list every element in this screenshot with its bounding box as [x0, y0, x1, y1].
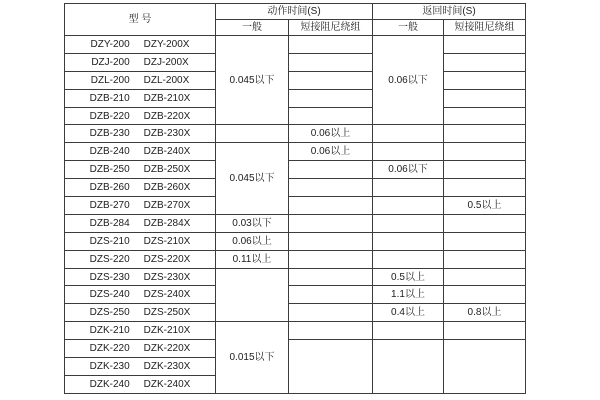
model-name: DZS-220	[89, 253, 130, 265]
model-name: DZY-200	[90, 38, 130, 50]
header-return-general: 一般	[373, 20, 444, 36]
value-cell-act-general-dzk: 0.015以下	[216, 322, 289, 394]
model-name: DZJ-200	[91, 56, 130, 68]
model-name: DZB-210	[89, 92, 130, 104]
value-cell-act-damped-dzb240: 0.06以上	[289, 143, 373, 161]
table-row	[65, 340, 526, 358]
value-cell-act-general-block2: 0.045以下	[216, 143, 289, 215]
value-cell	[373, 322, 444, 340]
value-cell	[444, 143, 526, 161]
value-cell	[373, 232, 444, 250]
value-cell	[373, 125, 444, 143]
model-name-x: DZK-210X	[143, 325, 191, 337]
model-cell	[65, 286, 216, 304]
table-row	[65, 179, 526, 197]
value-cell	[289, 250, 373, 268]
model-name-x: DZS-230X	[143, 271, 191, 283]
value-cell-act-general-block1: 0.045以下	[216, 36, 289, 125]
model-name: DZK-240	[89, 378, 130, 390]
value-cell-ret-general-dzs250: 0.4以上	[373, 304, 444, 322]
relay-spec-table	[64, 3, 526, 394]
value-cell	[289, 214, 373, 232]
model-name-x: DZK-220X	[143, 343, 191, 355]
value-cell	[289, 232, 373, 250]
value-cell	[216, 125, 289, 143]
value-cell	[289, 71, 373, 89]
value-cell	[289, 304, 373, 322]
value-cell	[289, 268, 373, 286]
model-cell	[65, 268, 216, 286]
model-name-x: DZB-284X	[143, 217, 191, 229]
value-cell	[444, 107, 526, 125]
value-cell	[444, 340, 526, 394]
header-action-general: 一般	[216, 20, 289, 36]
model-name-x: DZS-240X	[143, 289, 191, 301]
table-row	[65, 53, 526, 71]
model-cell	[65, 304, 216, 322]
value-cell-ret-damped-dzb270: 0.5以上	[444, 197, 526, 215]
table-row	[65, 214, 526, 232]
model-cell	[65, 250, 216, 268]
value-cell	[444, 286, 526, 304]
value-cell	[289, 340, 373, 394]
model-cell	[65, 358, 216, 376]
value-cell	[444, 250, 526, 268]
value-cell	[444, 268, 526, 286]
value-cell	[444, 322, 526, 340]
value-cell-act-general-dzb284: 0.03以下	[216, 214, 289, 232]
value-cell	[373, 197, 444, 215]
value-cell	[444, 89, 526, 107]
model-name: DZS-250	[89, 307, 130, 319]
table-row	[65, 232, 526, 250]
value-cell-ret-general-dzb250: 0.06以下	[373, 161, 444, 179]
model-name: DZL-200	[90, 74, 130, 86]
model-name-x: DZS-250X	[143, 307, 191, 319]
value-cell-ret-general-dzs240: 1.1以上	[373, 286, 444, 304]
value-cell	[444, 53, 526, 71]
model-cell	[65, 179, 216, 197]
value-cell	[444, 36, 526, 54]
model-name-x: DZY-200X	[143, 38, 190, 50]
model-name-x: DZB-220X	[143, 110, 191, 122]
table-row	[65, 143, 526, 161]
value-cell	[289, 89, 373, 107]
model-name: DZS-230	[89, 271, 130, 283]
model-cell	[65, 197, 216, 215]
value-cell	[289, 197, 373, 215]
model-cell	[65, 214, 216, 232]
model-name: DZK-230	[89, 360, 130, 372]
model-name: DZB-260	[89, 182, 130, 194]
model-name-x: DZK-240X	[143, 378, 191, 390]
model-name-x: DZS-210X	[143, 235, 191, 247]
model-name-x: DZB-270X	[143, 199, 191, 211]
model-name: DZB-284	[89, 217, 130, 229]
model-name-x: DZL-200X	[143, 74, 190, 86]
model-name-x: DZJ-200X	[143, 56, 189, 68]
model-name: DZB-220	[89, 110, 130, 122]
model-cell	[65, 161, 216, 179]
model-cell	[65, 340, 216, 358]
value-cell	[289, 107, 373, 125]
model-cell	[65, 107, 216, 125]
model-cell	[65, 375, 216, 393]
value-cell-act-general-dzs220: 0.11以上	[216, 250, 289, 268]
table-row	[65, 89, 526, 107]
table-row	[65, 197, 526, 215]
model-name-x: DZB-260X	[143, 182, 191, 194]
header-return-time: 返回时间(S)	[373, 4, 526, 20]
value-cell	[444, 161, 526, 179]
value-cell	[444, 125, 526, 143]
table-row	[65, 161, 526, 179]
table-row	[65, 304, 526, 322]
model-name: DZK-210	[89, 325, 130, 337]
model-name-x: DZB-210X	[143, 92, 191, 104]
model-cell	[65, 125, 216, 143]
model-cell	[65, 36, 216, 54]
header-action-time: 动作时间(S)	[216, 4, 373, 20]
model-name: DZS-240	[89, 289, 130, 301]
table-row	[65, 268, 526, 286]
model-name: DZB-230	[89, 128, 130, 140]
value-cell-act-general-dzs210: 0.06以上	[216, 232, 289, 250]
table-row	[65, 125, 526, 143]
table-row	[65, 71, 526, 89]
model-name-x: DZB-230X	[143, 128, 191, 140]
model-cell	[65, 71, 216, 89]
model-name: DZB-270	[89, 199, 130, 211]
model-name-x: DZK-230X	[143, 360, 191, 372]
value-cell	[289, 161, 373, 179]
value-cell	[444, 214, 526, 232]
value-cell	[444, 179, 526, 197]
model-name-x: DZB-240X	[143, 146, 191, 158]
model-cell	[65, 89, 216, 107]
header-return-damped: 短接阻尼绕组	[444, 20, 526, 36]
model-cell	[65, 322, 216, 340]
value-cell	[289, 36, 373, 54]
value-cell	[373, 143, 444, 161]
value-cell-ret-damped-dzs250: 0.8以上	[444, 304, 526, 322]
table-row	[65, 107, 526, 125]
model-name: DZS-210	[89, 235, 130, 247]
model-name: DZB-240	[89, 146, 130, 158]
value-cell-ret-general-block1: 0.06以下	[373, 36, 444, 125]
table-row	[65, 286, 526, 304]
value-cell	[373, 340, 444, 394]
model-cell	[65, 143, 216, 161]
model-cell	[65, 232, 216, 250]
header-action-damped: 短接阻尼绕组	[289, 20, 373, 36]
table-row	[65, 250, 526, 268]
value-cell	[444, 71, 526, 89]
value-cell	[289, 53, 373, 71]
value-cell	[289, 286, 373, 304]
table-row	[65, 322, 526, 340]
table-row	[65, 36, 526, 54]
header-model: 型 号	[65, 4, 216, 36]
value-cell	[289, 179, 373, 197]
value-cell-ret-general-dzs230: 0.5以上	[373, 268, 444, 286]
value-cell	[444, 232, 526, 250]
model-name-x: DZB-250X	[143, 164, 191, 176]
value-cell	[373, 179, 444, 197]
value-cell	[373, 250, 444, 268]
value-cell-act-damped-dzb230: 0.06以上	[289, 125, 373, 143]
value-cell	[373, 214, 444, 232]
value-cell	[289, 322, 373, 340]
model-name: DZB-250	[89, 164, 130, 176]
value-cell	[216, 268, 289, 322]
model-cell	[65, 53, 216, 71]
model-name-x: DZS-220X	[143, 253, 191, 265]
model-name: DZK-220	[89, 343, 130, 355]
